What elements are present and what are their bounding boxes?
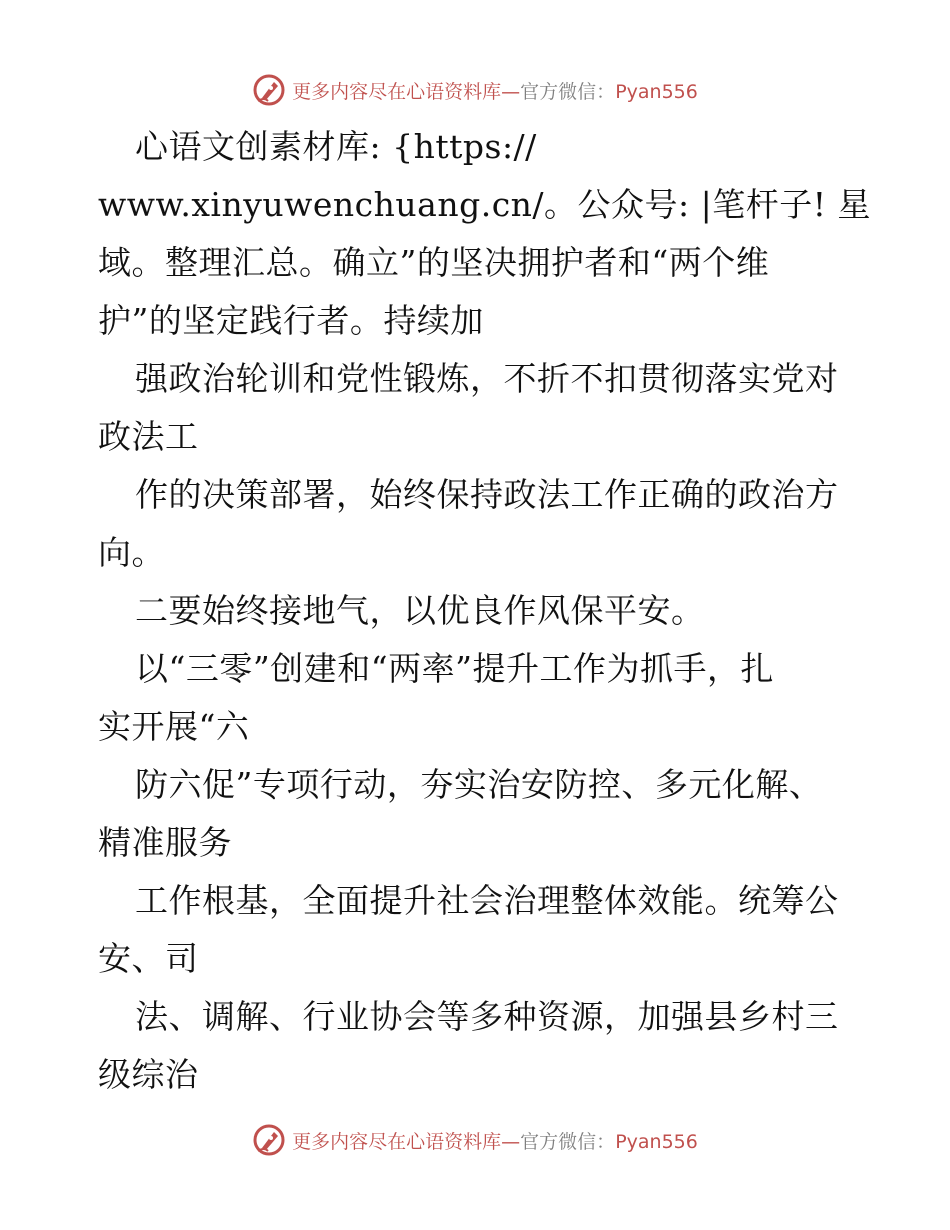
body-line: 向。 [98, 533, 165, 572]
banner-text [292, 1127, 698, 1154]
pen-nib-circle-icon [252, 73, 286, 107]
body-line: 防六促”专项行动，夯实治安防控、多元化解、 [135, 765, 823, 804]
body-line: 工作根基，全面提升社会治理整体效能。统筹公 [135, 881, 839, 920]
header-banner [0, 70, 950, 110]
banner-separator: — [501, 1130, 521, 1153]
body-line: 实开展“六 [98, 707, 250, 746]
banner-slogan: 更多内容尽在心语资料库 [292, 80, 502, 103]
banner-wechat-id: Pyan556 [615, 1130, 698, 1153]
footer-banner [0, 1120, 950, 1160]
body-line: 政法工 [98, 417, 199, 456]
banner-wechat-id: Pyan556 [615, 80, 698, 103]
body-line: 域。整理汇总。确立”的坚决拥护者和“两个维 [98, 243, 770, 282]
banner-separator: — [501, 80, 521, 103]
document-body [98, 118, 872, 1104]
banner-wechat-label: 官方微信： [520, 1130, 616, 1153]
body-line: 心语文创素材库: {https:// [135, 127, 537, 166]
body-line: 安、司 [98, 939, 199, 978]
banner-wechat-label: 官方微信： [520, 80, 616, 103]
body-line: 二要始终接地气，以优良作风保平安。 [135, 591, 705, 630]
body-line: 级综治 [98, 1055, 199, 1094]
body-line: 强政治轮训和党性锻炼，不折不扣贯彻落实党对 [135, 359, 839, 398]
banner-slogan: 更多内容尽在心语资料库 [292, 1130, 502, 1153]
body-line: 护”的坚定践行者。持续加 [98, 301, 484, 340]
body-line: www.xinyuwenchuang.cn/。公众号: |笔杆子! 星 [98, 185, 872, 224]
pen-nib-circle-icon [252, 1123, 286, 1157]
body-line: 精准服务 [98, 823, 232, 862]
body-line: 以“三零”创建和“两率”提升工作为抓手，扎 [135, 649, 774, 688]
body-line: 法、调解、行业协会等多种资源，加强县乡村三 [135, 997, 839, 1036]
body-line: 作的决策部署，始终保持政法工作正确的政治方 [135, 475, 839, 514]
banner-text [292, 77, 698, 104]
